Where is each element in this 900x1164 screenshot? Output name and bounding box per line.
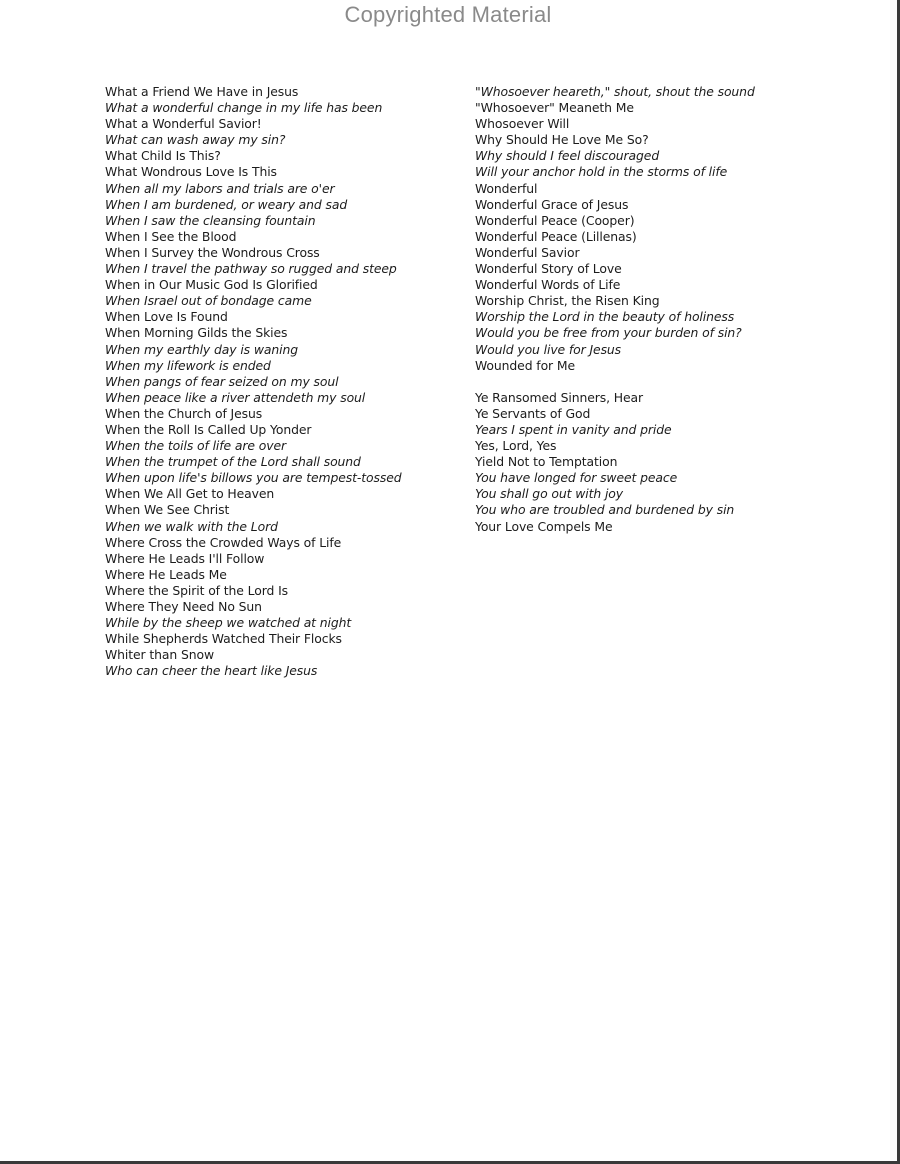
section-gap (475, 374, 875, 390)
hymn-title: Wonderful Savior (475, 244, 580, 260)
hymn-title: Yield Not to Temptation (475, 454, 618, 470)
hymn-title: Where He Leads Me (105, 566, 227, 582)
hymn-title: When the toils of life are over (105, 438, 286, 454)
hymn-title: Who can cheer the heart like Jesus (105, 663, 318, 679)
hymn-title: Would you live for Jesus (475, 341, 622, 357)
hymn-title: Wonderful (475, 180, 538, 196)
hymn-title: Wonderful Grace of Jesus (475, 196, 629, 212)
hymn-title: When my lifework is ended (105, 357, 271, 373)
hymn-title: When we walk with the Lord (105, 518, 278, 534)
hymn-title: Yes, Lord, Yes (475, 438, 557, 454)
hymn-title: When the Roll Is Called Up Yonder (105, 421, 312, 437)
hymn-title: What Child Is This? (105, 148, 221, 164)
hymn-title: Years I spent in vanity and pride (475, 421, 672, 437)
hymn-title: Wonderful Words of Life (475, 277, 621, 293)
hymn-title: When I Survey the Wondrous Cross (105, 244, 320, 260)
hymn-title: Wonderful Peace (Lillenas) (475, 228, 637, 244)
hymn-title: When I See the Blood (105, 228, 237, 244)
hymn-title: When We See Christ (105, 502, 230, 518)
hymn-title: When all my labors and trials are o'er (105, 180, 335, 196)
hymn-title: When We All Get to Heaven (105, 486, 275, 502)
hymn-title: Wounded for Me (475, 357, 575, 373)
hymn-title: Where the Spirit of the Lord Is (105, 582, 289, 598)
hymn-title: When I travel the pathway so rugged and steep (105, 261, 397, 277)
hymn-title: Worship the Lord in the beauty of holiness (475, 309, 735, 325)
hymn-title: What a Friend We Have in Jesus (105, 84, 299, 99)
hymn-title: When Israel out of bondage came (105, 293, 312, 309)
hymn-title: Why Should He Love Me So? (475, 132, 649, 148)
hymn-title: When I am burdened, or weary and sad (105, 196, 348, 212)
copyright-watermark: Copyrighted Material (344, 2, 552, 27)
hymn-title: Where They Need No Sun (105, 599, 262, 614)
hymn-title: Worship Christ, the Risen King (475, 293, 660, 309)
hymn-title: What can wash away my sin? (105, 132, 286, 148)
hymn-title: Ye Ransomed Sinners, Hear (475, 389, 643, 405)
hymn-title: When peace like a river attendeth my soul (105, 389, 366, 405)
hymn-title: When Love Is Found (105, 309, 228, 325)
hymn-title: When I saw the cleansing fountain (105, 212, 316, 228)
hymn-title: "Whosoever heareth," shout, shout the sound (475, 84, 755, 99)
hymn-title: Ye Servants of God (475, 405, 591, 421)
hymn-title: Where Cross the Crowded Ways of Life (105, 534, 342, 550)
hymn-title: Why should I feel discouraged (475, 148, 660, 164)
hymn-title: You who are troubled and burdened by sin (475, 502, 735, 518)
hymn-title: Whosoever Will (475, 116, 570, 132)
hymn-title: Will your anchor hold in the storms of life (475, 164, 728, 180)
hymn-index-left-column (105, 84, 465, 679)
hymn-title: You have longed for sweet peace (475, 470, 678, 486)
hymn-title: What a wonderful change in my life has been (105, 100, 383, 116)
hymn-title: While by the sheep we watched at night (105, 615, 352, 631)
hymn-title: Wonderful Story of Love (475, 261, 622, 277)
hymn-title: What a Wonderful Savior! (105, 116, 262, 132)
hymn-title: When pangs of fear seized on my soul (105, 373, 339, 389)
hymn-title: "Whosoever" Meaneth Me (475, 100, 634, 116)
hymn-title: When upon life's billows you are tempest-tossed (105, 470, 402, 486)
hymn-title: When my earthly day is waning (105, 341, 299, 357)
hymn-title: Your Love Compels Me (475, 518, 613, 534)
hymn-index-right-column (475, 84, 875, 535)
hymn-title: Wonderful Peace (Cooper) (475, 212, 635, 228)
hymn-title: When the trumpet of the Lord shall sound (105, 454, 361, 470)
hymn-title: You shall go out with joy (475, 486, 624, 502)
hymn-title: When in Our Music God Is Glorified (105, 277, 318, 293)
hymn-title: Whiter than Snow (105, 647, 214, 663)
hymn-title: Where He Leads I'll Follow (105, 550, 265, 566)
hymn-title: What Wondrous Love Is This (105, 164, 277, 180)
hymn-title: While Shepherds Watched Their Flocks (105, 631, 342, 647)
hymn-title: When Morning Gilds the Skies (105, 325, 288, 341)
hymn-title: When the Church of Jesus (105, 405, 263, 421)
hymn-title: Would you be free from your burden of sin? (475, 325, 742, 341)
